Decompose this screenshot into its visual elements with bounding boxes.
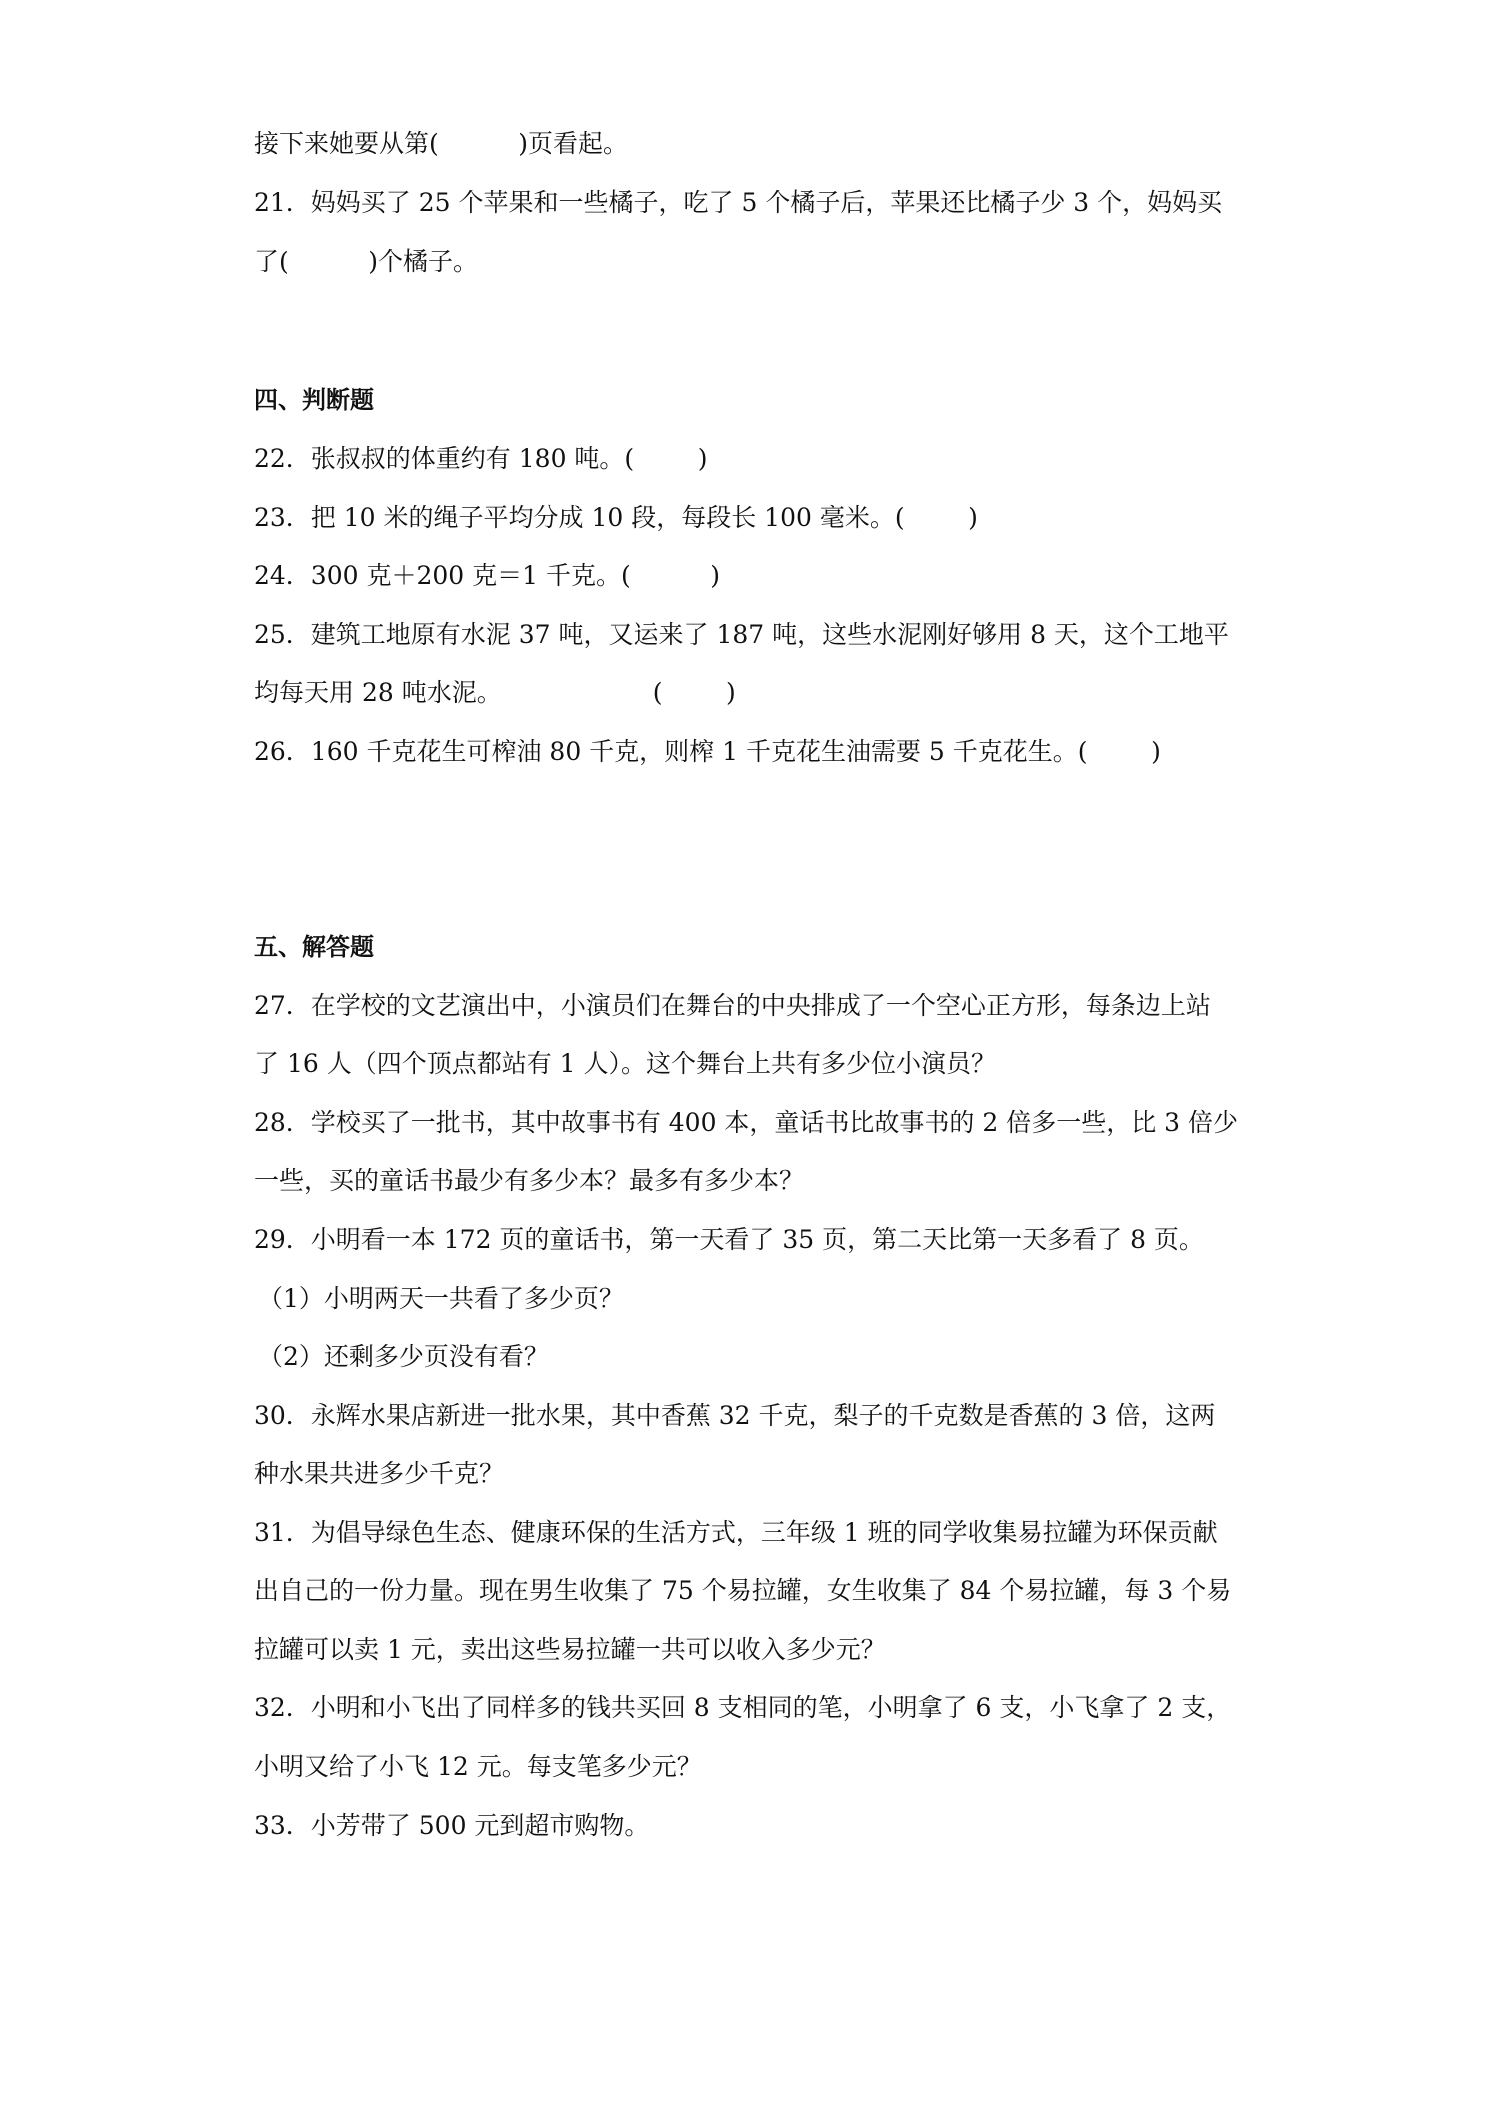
q30-line1: 30．永辉水果店新进一批水果，其中香蕉 32 千克，梨子的千克数是香蕉的 3 倍，这两 (254, 1401, 1216, 1430)
q29-part2: （2）还剩多少页没有看？ (258, 1342, 549, 1371)
q28-line2: 一些，买的童话书最少有多少本？最多有多少本？ (254, 1166, 805, 1195)
q33: 33．小芳带了 500 元到超市购物。 (254, 1811, 650, 1840)
q25-line1: 25．建筑工地原有水泥 37 吨，又运来了 187 吨，这些水泥刚好够用 8 天，这个工地平 (254, 620, 1229, 649)
q25-line2: 均每天用 28 吨水泥。 ( ) (254, 678, 736, 707)
q27-line1: 27．在学校的文艺演出中，小演员们在舞台的中央排成了一个空心正方形，每条边上站 (254, 991, 1211, 1020)
q31-line3: 拉罐可以卖 1 元，卖出这些易拉罐一共可以收入多少元？ (254, 1635, 886, 1664)
q20-continuation: 接下来她要从第( )页看起。 (254, 129, 628, 158)
q31-line2: 出自己的一份力量。现在男生收集了 75 个易拉罐，女生收集了 84 个易拉罐，每 3 个易 (254, 1576, 1232, 1605)
q32-line2: 小明又给了小飞 12 元。每支笔多少元？ (254, 1752, 702, 1781)
q29-part1: （1）小明两天一共看了多少页？ (258, 1284, 624, 1313)
q23: 23．把 10 米的绳子平均分成 10 段，每段长 100 毫米。( ) (254, 503, 978, 532)
q29: 29．小明看一本 172 页的童话书，第一天看了 35 页，第二天比第一天多看了 8 页。 (254, 1225, 1204, 1254)
q27-line2: 了 16 人（四个顶点都站有 1 人）。这个舞台上共有多少位小演员？ (254, 1049, 997, 1078)
section-heading-true-false: 四、判断题 (254, 386, 374, 414)
q26: 26．160 千克花生可榨油 80 千克，则榨 1 千克花生油需要 5 千克花生。( ) (254, 737, 1161, 766)
q30-line2: 种水果共进多少千克？ (254, 1459, 505, 1488)
q21-line2: 了( )个橘子。 (254, 247, 478, 276)
q32-line1: 32．小明和小飞出了同样多的钱共买回 8 支相同的笔，小明拿了 6 支，小飞拿了 2 支， (254, 1693, 1232, 1722)
q28-line1: 28．学校买了一批书，其中故事书有 400 本，童话书比故事书的 2 倍多一些，比 3 倍少 (254, 1108, 1239, 1137)
q21-line1: 21．妈妈买了 25 个苹果和一些橘子，吃了 5 个橘子后，苹果还比橘子少 3 个，妈妈买 (254, 188, 1223, 217)
section-heading-word-problems: 五、解答题 (254, 933, 374, 961)
q31-line1: 31．为倡导绿色生态、健康环保的生活方式，三年级 1 班的同学收集易拉罐为环保贡献 (254, 1518, 1218, 1547)
q24: 24．300 克＋200 克＝1 千克。( ) (254, 561, 720, 590)
q22: 22．张叔叔的体重约有 180 吨。( ) (254, 444, 708, 473)
